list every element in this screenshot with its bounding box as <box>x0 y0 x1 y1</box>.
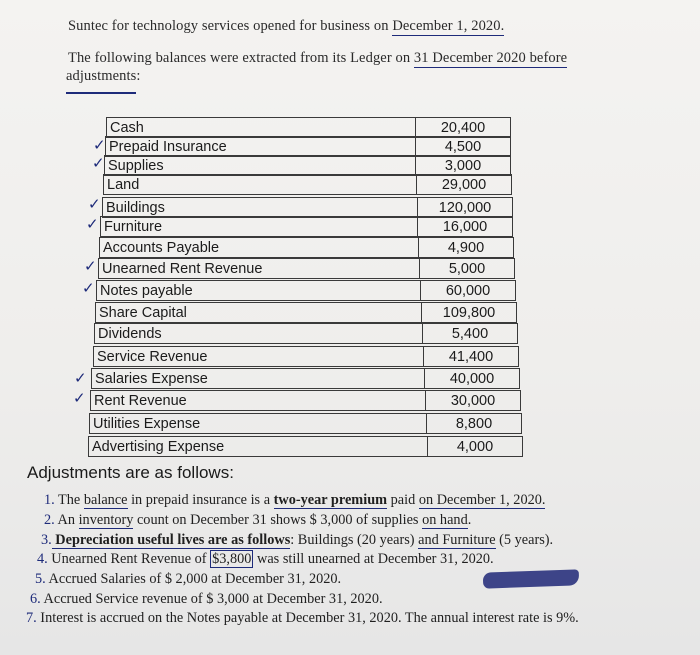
account-name: Land <box>103 174 416 195</box>
account-name: Share Capital <box>95 302 421 323</box>
boxed-amount: $3,800 <box>212 551 252 567</box>
account-amount: 120,000 <box>417 197 513 218</box>
account-amount: 3,000 <box>415 155 511 176</box>
opening-date: December 1, 2020. <box>392 18 505 34</box>
account-name: Advertising Expense <box>88 436 427 457</box>
account-amount: 4,900 <box>418 237 514 258</box>
intro-line-1-text: Suntec for technology services opened for business on <box>68 18 393 34</box>
account-name: Furniture <box>100 216 417 237</box>
account-name: Utilities Expense <box>89 413 426 434</box>
account-name: Salaries Expense <box>91 368 424 389</box>
account-name: Cash <box>106 117 415 138</box>
checkmark-icon: ✓ <box>84 257 97 275</box>
underline-mark <box>66 92 136 94</box>
account-amount: 20,400 <box>415 117 511 138</box>
account-amount: 29,000 <box>416 174 512 195</box>
account-name: Prepaid Insurance <box>105 136 415 157</box>
intro-line-1 <box>68 18 504 35</box>
account-amount: 16,000 <box>417 216 513 237</box>
account-name: Rent Revenue <box>90 390 425 411</box>
account-name: Accounts Payable <box>99 237 418 258</box>
account-name: Unearned Rent Revenue <box>98 258 419 279</box>
intro-line-2-text: The following balances were extracted from its Ledger on <box>68 50 414 66</box>
ledger-date: 31 December 2020 before <box>413 50 568 66</box>
checkmark-icon: ✓ <box>73 389 86 407</box>
account-amount: 60,000 <box>420 280 516 301</box>
checkmark-icon: ✓ <box>82 279 95 297</box>
adjustment-item: 4. Unearned Rent Revenue of $3,800 was still unearned at December 31, 2020. <box>37 551 494 567</box>
account-amount: 30,000 <box>425 390 521 411</box>
checkmark-icon: ✓ <box>86 215 99 233</box>
intro-line-2 <box>68 50 567 67</box>
ink-scribble <box>483 569 579 588</box>
adjustment-item: 2. An inventory count on December 31 shows $ 3,000 of supplies on hand. <box>44 512 472 528</box>
adjustment-item: 7. Interest is accrued on the Notes payable at December 31, 2020. The annual interest rate is 9%. <box>26 610 579 626</box>
account-amount: 109,800 <box>421 302 517 323</box>
adjustment-item: 3. Depreciation useful lives are as follows: Buildings (20 years) and Furniture (5 years). <box>41 532 554 548</box>
checkmark-icon: ✓ <box>74 369 87 387</box>
account-name: Buildings <box>102 197 417 218</box>
account-name: Dividends <box>94 323 422 344</box>
account-amount: 41,400 <box>423 346 519 367</box>
adjustment-item: 1. The balance in prepaid insurance is a two-year premium paid on December 1, 2020. <box>44 492 546 508</box>
account-amount: 4,000 <box>427 436 523 457</box>
checkmark-icon: ✓ <box>93 136 106 154</box>
adjustment-item: 5. Accrued Salaries of $ 2,000 at December 31, 2020. <box>35 571 342 587</box>
account-amount: 5,400 <box>422 323 518 344</box>
account-name: Notes payable <box>96 280 420 301</box>
adjustments-heading: Adjustments are as follows: <box>27 463 234 482</box>
checkmark-icon: ✓ <box>92 154 105 172</box>
checkmark-icon: ✓ <box>88 195 101 213</box>
adjustment-item: 6. Accrued Service revenue of $ 3,000 at December 31, 2020. <box>30 591 383 607</box>
account-name: Service Revenue <box>93 346 423 367</box>
intro-line-3-text: adjustments: <box>66 68 141 84</box>
account-amount: 40,000 <box>424 368 520 389</box>
account-amount: 5,000 <box>419 258 515 279</box>
account-name: Supplies <box>104 155 415 176</box>
account-amount: 4,500 <box>415 136 511 157</box>
account-amount: 8,800 <box>426 413 522 434</box>
intro-line-3 <box>66 68 141 85</box>
